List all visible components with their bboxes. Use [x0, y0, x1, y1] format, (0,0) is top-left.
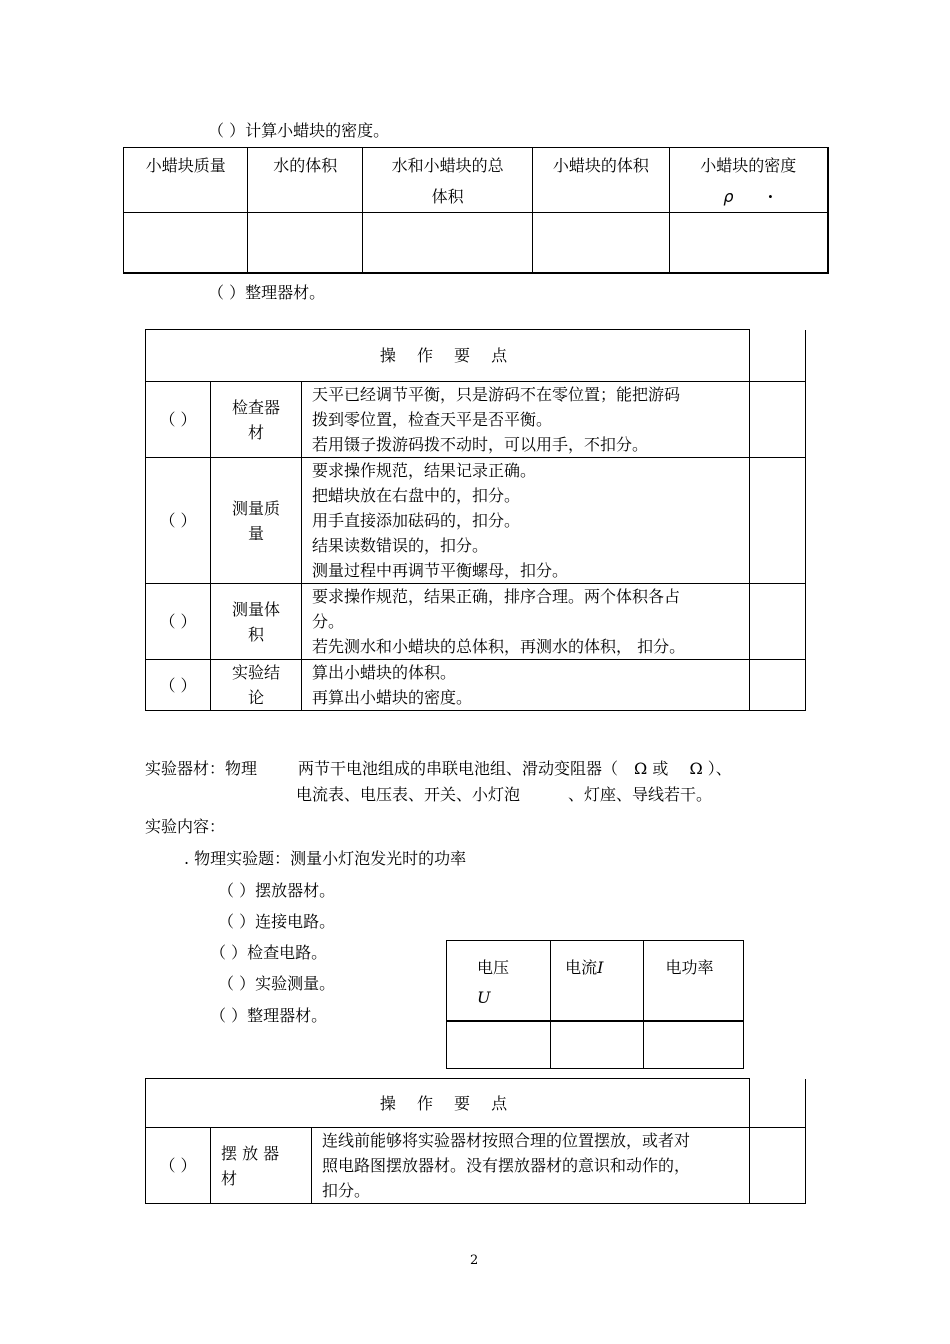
materials-label: 实验器材：物理	[145, 759, 258, 778]
cell-voltage	[447, 1021, 551, 1069]
score-column-header	[750, 330, 806, 382]
step-check-circuit: （ ）检查电路。	[210, 943, 328, 962]
header-total-volume: 水和小蜡块的总 体积	[362, 148, 532, 213]
cell-wax-density	[669, 213, 828, 273]
row2-details: 要求操作规范，结果记录正确。 把蜡块放在右盘中的，扣分。 用手直接添加砝码的，扣分。 结果读数错误的，扣分。 测量过程中再调节平衡螺母，扣分。	[302, 458, 750, 584]
row3-item: 测量体 积	[211, 584, 302, 660]
row3-score: （ ）	[146, 584, 211, 660]
cell-wax-mass	[124, 213, 248, 273]
header-voltage: 电压 U	[447, 941, 551, 1021]
cell-total-volume	[362, 213, 532, 273]
rho-symbol: ρ	[723, 187, 734, 206]
row2-points	[750, 458, 806, 584]
row1-item: 检查器 材	[211, 382, 302, 458]
row-place-score: （ ）	[146, 1128, 211, 1204]
cell-water-volume	[248, 213, 363, 273]
materials-line-2: 电流表、电压表、开关、小灯泡 、灯座、导线若干。	[296, 785, 713, 804]
header-power: 电功率	[643, 941, 743, 1021]
content-label: 实验内容：	[145, 817, 226, 836]
power-table	[446, 940, 744, 1069]
row-place-points	[750, 1128, 806, 1204]
page-number: 2	[470, 1253, 479, 1268]
score-column-header-2	[750, 1079, 806, 1128]
header-wax-volume: 小蜡块的体积	[533, 148, 669, 213]
step-measure: （ ）实验测量。	[218, 974, 336, 993]
row4-item: 实验结 论	[211, 660, 302, 711]
step-tidy-equipment: （ ）整理器材。	[208, 283, 326, 302]
header-wax-density: 小蜡块的密度 ρ ·	[669, 148, 828, 213]
cell-current	[551, 1021, 643, 1069]
cell-power	[643, 1021, 743, 1069]
experiment-title: . 物理实验题：测量小灯泡发光时的功率	[184, 849, 467, 868]
row-place-item: 摆 放 器 材	[211, 1128, 312, 1204]
row1-score: （ ）	[146, 382, 211, 458]
materials-line-1: 两节干电池组成的串联电池组、滑动变阻器（ Ω 或 Ω ）、	[298, 759, 732, 778]
row4-points	[750, 660, 806, 711]
row2-score: （ ）	[146, 458, 211, 584]
step-place-equipment: （ ）摆放器材。	[218, 881, 336, 900]
density-table	[123, 147, 829, 274]
row4-details: 算出小蜡块的体积。 再算出小蜡块的密度。	[302, 660, 750, 711]
row-place-details: 连线前能够将实验器材按照合理的位置摆放，或者对 照电路图摆放器材。没有摆放器材的意识和动作的， 扣分。	[312, 1128, 750, 1204]
header-wax-mass: 小蜡块质量	[124, 148, 248, 213]
row4-score: （ ）	[146, 660, 211, 711]
row1-points	[750, 382, 806, 458]
row3-points	[750, 584, 806, 660]
points-title: 操 作 要 点	[146, 330, 750, 382]
step-connect-circuit: （ ）连接电路。	[218, 912, 336, 931]
row2-item: 测量质 量	[211, 458, 302, 584]
points-title-2: 操 作 要 点	[146, 1079, 750, 1128]
operation-points-table-2	[145, 1078, 806, 1204]
cell-wax-volume	[533, 213, 669, 273]
row1-details: 天平已经调节平衡，只是游码不在零位置；能把游码 拨到零位置，检查天平是否平衡。 若用镊子拨游码拨不动时，可以用手，不扣分。	[302, 382, 750, 458]
row3-details: 要求操作规范，结果正确，排序合理。两个体积各占 分。 若先测水和小蜡块的总体积，再测水的体积， 扣分。	[302, 584, 750, 660]
header-water-volume: 水的体积	[248, 148, 363, 213]
step-tidy: （ ）整理器材。	[210, 1006, 328, 1025]
step-calculate-density: （ ）计算小蜡块的密度。	[208, 121, 390, 140]
operation-points-table-1	[145, 329, 806, 711]
header-current: 电流I	[551, 941, 643, 1021]
